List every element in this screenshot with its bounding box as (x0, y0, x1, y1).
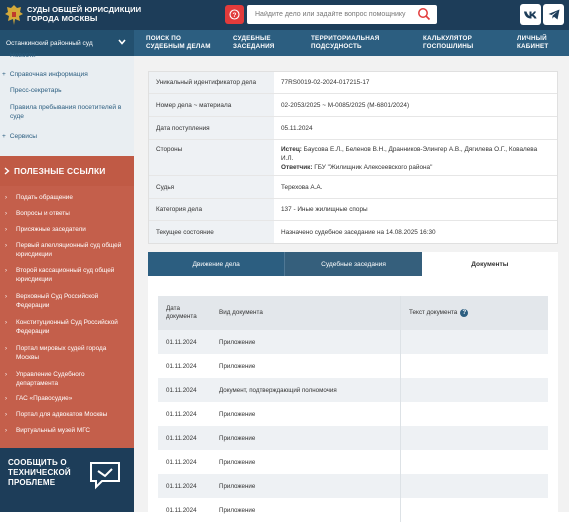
arrow-right-icon: › (5, 412, 7, 418)
arrow-right-icon: › (5, 211, 7, 217)
sidebar (0, 52, 134, 512)
doc-type: Приложение (211, 498, 401, 522)
sidebar-item-label: Сервисы (9, 133, 38, 140)
doc-date: 01.11.2024 (166, 410, 197, 418)
search-input[interactable] (255, 11, 415, 18)
arrow-right-icon: › (5, 396, 7, 402)
table-row (158, 426, 548, 450)
tab-hearings[interactable]: Судебные заседания (284, 252, 421, 276)
chat-report-icon (88, 460, 122, 490)
plaintiff-names: Баусова Е.Л., Беленов В.Н., Дранников-Элингер А.В., Дягилева О.Г., Ковалева И.Л. (281, 146, 538, 162)
question-icon (229, 9, 240, 20)
tab-documents[interactable]: Документы (422, 252, 558, 276)
case-row-label: Уникальный идентификатор дела (149, 72, 274, 93)
nav-hearings[interactable] (233, 35, 275, 51)
column-header-text (401, 296, 548, 330)
expand-plus-icon: + (2, 133, 6, 140)
expand-plus-icon: + (2, 71, 6, 78)
arrow-right-icon: › (5, 372, 7, 378)
main-content (134, 56, 569, 512)
case-row-value: 05.11.2024 (281, 124, 313, 132)
nav-label: СУДЕБНЫМ ДЕЛАМ (146, 43, 211, 50)
case-row-category (149, 199, 557, 221)
arrow-right-icon: › (5, 346, 7, 352)
link-label: Вопросы и ответы (16, 210, 70, 217)
site-title-line1: СУДЫ ОБЩЕЙ ЮРИСДИКЦИИ (27, 5, 142, 14)
nav-case-search[interactable] (146, 35, 211, 51)
doc-date: 01.11.2024 (166, 506, 197, 514)
case-row-value: Терехова А.А. (281, 183, 323, 191)
arrow-right-icon: › (5, 428, 7, 434)
column-header-date: Дата документа (166, 305, 197, 320)
link-label: Верховный Суд Российской Федерации (16, 293, 99, 309)
nav-label: ЗАСЕДАНИЯ (233, 43, 275, 50)
doc-text (401, 330, 548, 354)
link-label: ГАС «Правосудие» (16, 395, 73, 402)
link-label: Конституционный Суд Российской Федерации (16, 319, 118, 335)
table-row (158, 378, 548, 402)
case-row-value: 77RS0019-02-2024-017215-17 (281, 79, 370, 86)
case-row-uid (149, 72, 557, 94)
link-label: Второй кассационный суд общей юрисдикции (16, 267, 115, 283)
doc-date: 01.11.2024 (166, 458, 197, 466)
case-row-value: Назначено судебное заседание на 14.08.2025 16:30 (281, 228, 436, 236)
nav-label: ТЕРРИТОРИАЛЬНАЯ (311, 35, 380, 42)
nav-fee-calculator[interactable] (423, 35, 473, 51)
case-row-label: Стороны (149, 140, 274, 175)
site-title-line2: ГОРОДА МОСКВЫ (27, 14, 98, 23)
nav-label: ПОДСУДНОСТЬ (311, 43, 362, 50)
nav-label: ПОИСК ПО (146, 35, 182, 42)
doc-type: Приложение (211, 426, 401, 450)
header (0, 0, 569, 30)
sidebar-info-section (0, 52, 134, 156)
report-problem-text (8, 458, 71, 488)
documents-table (158, 296, 548, 522)
doc-type: Приложение (211, 474, 401, 498)
chevron-down-icon (118, 39, 126, 45)
table-row (158, 354, 548, 378)
telegram-button[interactable] (543, 4, 564, 25)
case-parties (274, 140, 557, 175)
arrow-right-icon: › (5, 320, 7, 326)
doc-type: Документ, подтверждающий полномочия (211, 378, 401, 402)
doc-date: 01.11.2024 (166, 386, 197, 394)
link-label: Присяжные заседатели (16, 226, 86, 233)
main-nav (0, 30, 569, 56)
help-button[interactable] (225, 5, 244, 24)
defendant-name: ГБУ "Жилищник Алексеевского района" (312, 164, 433, 171)
site-title[interactable] (27, 5, 141, 23)
link-label: Виртуальный музей МГС (16, 427, 90, 434)
nav-label: КАЛЬКУЛЯТОР (423, 35, 473, 42)
case-row-value: 02-2053/2025 ~ М-0085/2025 (М-6801/2024) (281, 101, 410, 109)
nav-jurisdiction[interactable] (311, 35, 379, 51)
table-row (158, 474, 548, 498)
doc-type: Приложение (211, 330, 401, 354)
report-line: ТЕХНИЧЕСКОЙ (8, 468, 71, 477)
table-row (158, 498, 548, 522)
arrow-right-icon: › (5, 294, 7, 300)
doc-date: 01.11.2024 (166, 338, 197, 346)
doc-date: 01.11.2024 (166, 434, 197, 442)
arrow-right-icon: › (5, 195, 7, 201)
nav-personal-account[interactable] (517, 35, 548, 51)
documents-table-body (158, 330, 548, 522)
tab-case-movement[interactable]: Движение дела (148, 252, 284, 276)
link-label: Портал мировых судей города Москвы (16, 345, 107, 361)
defendant-label: Ответчик: (281, 164, 313, 171)
case-tabs (148, 252, 558, 276)
case-row-number (149, 94, 557, 117)
defendant-line (281, 163, 550, 172)
case-row-label: Текущее состояние (149, 221, 274, 243)
case-row-label: Судья (149, 176, 274, 198)
doc-text (401, 354, 548, 378)
nav-label: СУДЕБНЫЕ (233, 35, 271, 42)
report-line: ПРОБЛЕМЕ (8, 478, 56, 487)
doc-type: Приложение (211, 354, 401, 378)
column-header-text-label: Текст документа (409, 309, 458, 316)
doc-type: Приложение (211, 450, 401, 474)
documents-panel (148, 276, 558, 516)
case-row-received (149, 117, 557, 140)
search-box (247, 5, 437, 24)
table-row (158, 450, 548, 474)
case-row-label: Категория дела (149, 199, 274, 220)
link-label: Портал для адвокатов Москвы (16, 411, 108, 418)
case-row-value: 137 - Иные жилищные споры (281, 206, 368, 213)
column-header-type: Вид документа (211, 296, 401, 330)
useful-links-title: ПОЛЕЗНЫЕ ССЫЛКИ (14, 166, 106, 176)
case-info-table (148, 71, 558, 244)
case-row-judge (149, 176, 557, 199)
sidebar-item-label: Справочная информация (9, 71, 88, 78)
sidebar-item-services[interactable] (2, 132, 37, 141)
useful-links-list (0, 186, 134, 448)
arrow-right-icon: › (5, 268, 7, 274)
table-row (158, 402, 548, 426)
sidebar-item-reference[interactable] (2, 70, 88, 79)
doc-date: 01.11.2024 (166, 482, 197, 490)
case-row-label: Дата поступления (149, 117, 274, 139)
link-label: Подать обращение (16, 194, 73, 201)
documents-table-header (158, 296, 548, 330)
sidebar-item-rules[interactable]: Правила пребывания посетителей в суде (10, 104, 122, 120)
nav-label: ЛИЧНЫЙ (517, 35, 547, 42)
link-label: Первый апелляционный суд общей юрисдикции (16, 242, 122, 258)
case-row-status (149, 221, 557, 243)
arrow-right-icon: › (5, 243, 7, 249)
nav-label: КАБИНЕТ (517, 43, 549, 50)
doc-date: 01.11.2024 (166, 362, 197, 370)
doc-text (401, 450, 548, 474)
eagle-logo-icon[interactable] (4, 4, 24, 26)
info-question-icon[interactable]: ? (460, 309, 468, 317)
table-row (158, 330, 548, 354)
doc-text (401, 474, 548, 498)
arrow-right-icon: › (5, 227, 7, 233)
vk-button[interactable] (520, 4, 541, 25)
doc-text (401, 426, 548, 450)
case-row-label: Номер дела ~ материала (149, 94, 274, 116)
court-selector-label: Останкинский районный суд (6, 39, 93, 47)
telegram-icon (548, 9, 560, 20)
chevron-right-icon (4, 167, 10, 175)
plaintiff-line (281, 145, 550, 163)
search-icon[interactable] (417, 7, 431, 21)
sidebar-item-news[interactable]: Новости (10, 52, 36, 59)
doc-type: Приложение (211, 402, 401, 426)
report-problem-banner[interactable] (0, 448, 134, 512)
case-row-parties (149, 140, 557, 176)
doc-text (401, 402, 548, 426)
vk-icon (524, 11, 537, 19)
link-label: Управление Судебного департамента (16, 371, 85, 387)
sidebar-item-press[interactable]: Пресс-секретарь (10, 87, 62, 94)
doc-text (401, 498, 548, 522)
useful-links-header[interactable] (0, 156, 134, 186)
plaintiff-label: Истец: (281, 146, 302, 153)
nav-label: ГОСПОШЛИНЫ (423, 43, 474, 50)
svg-text:?: ? (232, 12, 237, 19)
report-line: СООБЩИТЬ О (8, 458, 67, 467)
doc-text (401, 378, 548, 402)
